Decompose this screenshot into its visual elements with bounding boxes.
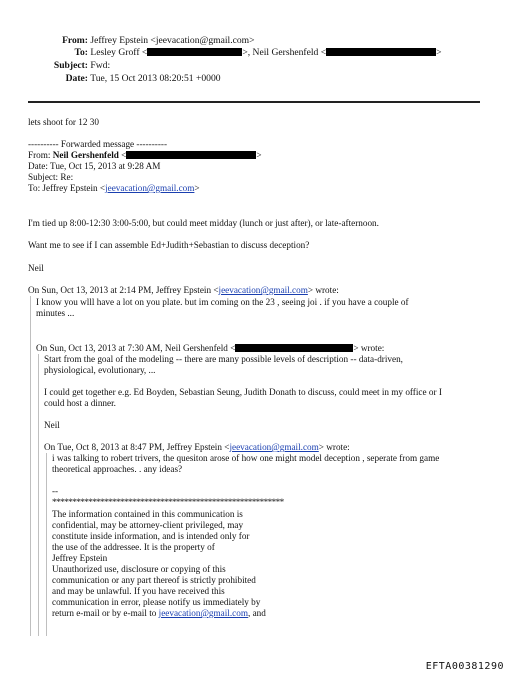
quote-level-2: [38, 354, 479, 636]
fwd-from-name: Neil Gershenfeld: [52, 150, 119, 160]
from-label: From:: [62, 35, 88, 46]
fwd-subject: Subject: Re:: [28, 172, 74, 182]
subject-label: Subject:: [53, 60, 88, 71]
header-to-row: [28, 47, 442, 59]
quote3-header: [44, 442, 350, 453]
fwd-to-prefix: To: Jeffrey Epstein <: [28, 183, 106, 193]
quote3-header-pre: On Tue, Oct 8, 2013 at 8:47 PM, Jeffrey Epstein <: [44, 442, 230, 452]
disclaimer-line: confidential, may be attorney-client privileged, may: [52, 520, 244, 530]
from-value: Jeffrey Epstein <jeevacation@gmail.com>: [90, 35, 255, 46]
fwd-from-row: [28, 150, 262, 161]
redaction-bar: [147, 48, 242, 56]
quote1-line2: minutes ...: [36, 308, 75, 318]
fwd-to-email-link[interactable]: jeevacation@gmail.com: [105, 183, 195, 193]
fwd-to-suffix: >: [194, 183, 200, 193]
to-value-part1: Lesley Groff <: [90, 47, 148, 58]
document-id: EFTA00381290: [425, 661, 504, 672]
header-date-row: [28, 73, 221, 85]
quote3-line2: theoretical approaches. . any ideas?: [52, 464, 183, 474]
disclaimer-line: constitute inside information, and is intended only for: [52, 531, 250, 541]
quote-level-1: [30, 296, 483, 636]
fwd-from-prefix: From:: [28, 150, 53, 160]
signature-neil-quoted: Neil: [44, 420, 60, 430]
forwarded-line: ---------- Forwarded message ----------: [28, 139, 168, 149]
quote2-line1: Start from the goal of the modeling -- there are many possible levels of description -- data-driven,: [44, 354, 403, 364]
quote2-header-post: > wrote:: [353, 343, 385, 353]
header-from-row: [28, 35, 255, 47]
quote1-header-post: > wrote:: [307, 285, 339, 295]
quote1-header: [28, 285, 339, 296]
to-value-part2: >, Neil Gershenfeld <: [242, 47, 327, 58]
paragraph-2: Want me to see if I can assemble Ed+Judith+Sebastian to discuss deception?: [28, 240, 310, 250]
quote2-para2-line1: I could get together e.g. Ed Boyden, Sebastian Seung, Judith Donath to discuss, could meet in my office or I: [44, 387, 442, 397]
quote-level-3: [46, 453, 475, 636]
disclaimer-line: Jeffrey Epstein: [52, 553, 108, 563]
signature-neil: Neil: [28, 263, 44, 273]
quote3-email-link[interactable]: jeevacation@gmail.com: [229, 442, 319, 452]
disclaimer-line: communication in error, please notify us immediately by: [52, 597, 261, 607]
fwd-date: Date: Tue, Oct 15, 2013 at 9:28 AM: [28, 161, 161, 171]
quote1-email-link[interactable]: jeevacation@gmail.com: [218, 285, 308, 295]
to-label: To:: [74, 47, 88, 58]
header-subject-row: [28, 60, 110, 72]
disclaimer-line: Unauthorized use, disclosure or copying of this: [52, 564, 226, 574]
disclaimer-line: and may be unlawful. If you have received this: [52, 586, 225, 596]
quote1-header-pre: On Sun, Oct 13, 2013 at 2:14 PM, Jeffrey Epstein <: [28, 285, 219, 295]
fwd-to-row: [28, 183, 200, 194]
disclaimer-last-line: [52, 608, 266, 619]
disclaimer-last-post: , and: [247, 608, 266, 618]
quote2-header: [36, 343, 384, 354]
fwd-from-lt: <: [118, 150, 127, 160]
intro-text: lets shoot for 12 30: [28, 117, 99, 127]
quote3-line1: i was talking to robert trivers, the quesiton arose of how one might model deception , seperate from game: [52, 453, 440, 463]
quote3-header-post: > wrote:: [318, 442, 350, 452]
disclaimer-line: The information contained in this communication is: [52, 509, 243, 519]
separator-stars: **********************************************************: [52, 497, 284, 507]
disclaimer-email-link[interactable]: jeevacation@gmail.com: [158, 608, 248, 618]
date-value: Tue, 15 Oct 2013 08:20:51 +0000: [90, 73, 221, 84]
subject-value: Fwd:: [90, 60, 111, 71]
disclaimer-line: the use of the addressee. It is the property of: [52, 542, 215, 552]
fwd-from-gt: >: [256, 150, 262, 160]
redaction-bar: [126, 151, 256, 159]
redaction-bar: [235, 344, 353, 352]
quote2-header-pre: On Sun, Oct 13, 2013 at 7:30 AM, Neil Gershenfeld <: [36, 343, 236, 353]
quote2-para2-line2: could host a dinner.: [44, 398, 116, 408]
quote1-line1: I know you wlll have a lot on you plate. but im coming on the 23 , seeing joi . if you have a couple of: [36, 297, 409, 307]
redaction-bar: [326, 48, 436, 56]
header-divider: [28, 101, 480, 103]
date-label: Date:: [65, 73, 88, 84]
separator-dashes: --: [52, 486, 59, 496]
disclaimer-line: communication or any part thereof is strictly prohibited: [52, 575, 256, 585]
quote2-line2: physiological, evolutionary, ...: [44, 365, 156, 375]
disclaimer-last-pre: return e-mail or by e-mail to: [52, 608, 159, 618]
paragraph-1: I'm tied up 8:00-12:30 3:00-5:00, but could meet midday (lunch or just after), or late-afternoon.: [28, 218, 379, 228]
to-value-part3: >: [436, 47, 442, 58]
